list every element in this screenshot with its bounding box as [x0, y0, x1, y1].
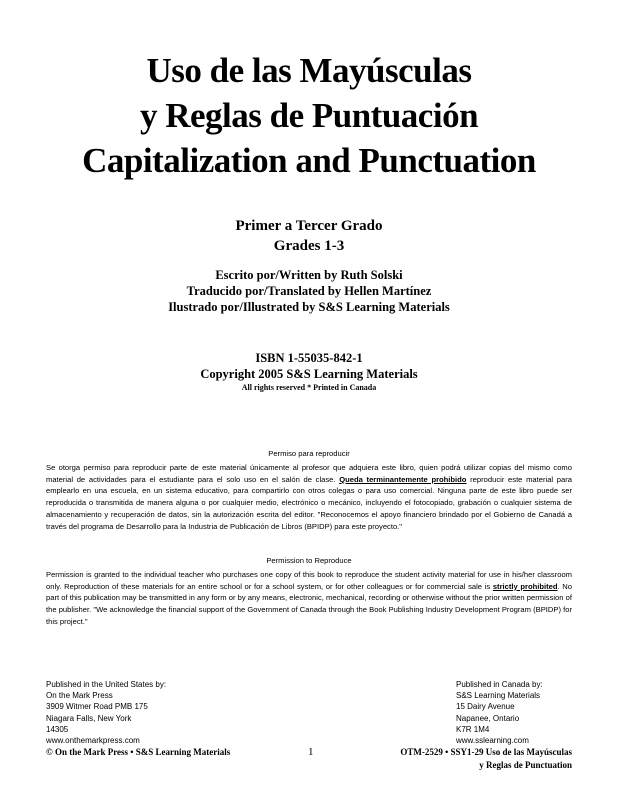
- publication-info: [0, 350, 618, 394]
- publisher-canada: [456, 679, 543, 746]
- credit-written: Escrito por/Written by Ruth Solski: [215, 268, 403, 282]
- credit-illustrated: Ilustrado por/Illustrated by S&S Learning Materials: [168, 300, 450, 314]
- footer-copyright: © On the Mark Press • S&S Learning Materials: [46, 747, 231, 757]
- publisher-us-line: 14305: [46, 724, 69, 734]
- book-title: [0, 48, 618, 183]
- grade-level: [0, 216, 618, 256]
- publisher-canada-label: Published in Canada by:: [456, 680, 543, 689]
- footer-product-line-1: OTM-2529 • SSY1-29 Uso de las Mayúsculas: [400, 747, 572, 757]
- permission-english-text-2: . No part of this publication may be transmitted in any form or by any means, electronic, mechanical, recording or otherwise without the prior written permission of the publisher. "We acknowledge the financial support of the Government of Canada through the Book Publishing Industry Development Program (BPIDP) for this project.": [46, 581, 572, 626]
- permission-spanish-heading: Permiso para reproducir: [268, 449, 350, 458]
- permission-spanish-text-1: Se otorga permiso para reproducir parte de este material únicamente al profesor que adquiera este libro, quien podrá utilizar copias del mismo como material de actividades para el estudiante para el solo uso en el salón de clase.: [46, 462, 572, 484]
- permission-english-heading: Permission to Reproduce: [266, 556, 352, 565]
- grade-spanish: Primer a Tercer Grado: [235, 218, 383, 234]
- footer-product-code: [400, 746, 572, 772]
- copyright: Copyright 2005 S&S Learning Materials: [200, 367, 418, 381]
- permission-english-text-1: Permission is granted to the individual teacher who purchases one copy of this book to reproduce the student activity material for use in his/her classroom only. Reproduction of these materials for an entire school or for a school system, or for other colleagues or for commercial sale is: [46, 569, 572, 591]
- publisher-canada-line: K7R 1M4: [456, 724, 490, 734]
- grade-english: Grades 1-3: [273, 238, 345, 254]
- publisher-canada-line: 15 Dairy Avenue: [456, 702, 515, 712]
- permission-spanish: [46, 448, 572, 533]
- credits: [0, 267, 618, 315]
- permission-english-emphasis: strictly prohibited: [492, 581, 558, 591]
- publisher-us-website: www.onthemarkpress.com: [46, 736, 140, 746]
- permission-spanish-text-2: reproducir este material para emplearlo en una escuela, en un sistema educativo, para compartirlo con otros colegas o para uso comercial. Ninguna parte de este libro puede ser reproducida o transmitida de manera alguna o por cualquier medio, electrónico o mecánico, incluyendo el fotocopiado, grabación o cualquier sistema de almacenamiento y recuperación de datos, sin la autorización escrita del editor. "Reconocemos el apoyo financiero brindado por el Gobierno de Canadá a través del programa de Desarrollo para la Industria de Publicación de Libros (BPIDP) para este proyecto.": [46, 474, 573, 531]
- publisher-canada-line: S&S Learning Materials: [456, 691, 541, 701]
- publisher-us-line: On the Mark Press: [46, 691, 113, 701]
- publisher-us-line: 3909 Witmer Road PMB 175: [46, 702, 148, 712]
- rights-reserved: All rights reserved * Printed in Canada: [241, 383, 377, 392]
- publisher-canada-website: www.sslearning.com: [456, 736, 529, 746]
- isbn: ISBN 1-55035-842-1: [255, 351, 363, 365]
- permission-english-body: [46, 569, 572, 628]
- permission-spanish-emphasis: Queda terminantemente prohibido: [339, 474, 467, 484]
- footer-product-line-2: y Reglas de Punctuation: [479, 760, 572, 770]
- credit-translated: Traducido por/Translated by Hellen Martínez: [186, 284, 432, 298]
- permission-spanish-body: [46, 462, 572, 533]
- publisher-canada-line: Napanee, Ontario: [456, 713, 520, 723]
- page-number: 1: [308, 746, 314, 758]
- permission-english: [46, 555, 572, 628]
- publisher-us: [46, 679, 166, 746]
- title-line-1: Uso de las Mayúsculas: [146, 51, 472, 90]
- title-line-3: Capitalization and Punctuation: [82, 141, 536, 180]
- publisher-us-line: Niagara Falls, New York: [46, 713, 132, 723]
- title-line-2: y Reglas de Puntuación: [139, 96, 479, 135]
- publisher-us-label: Published in the United States by:: [46, 680, 167, 689]
